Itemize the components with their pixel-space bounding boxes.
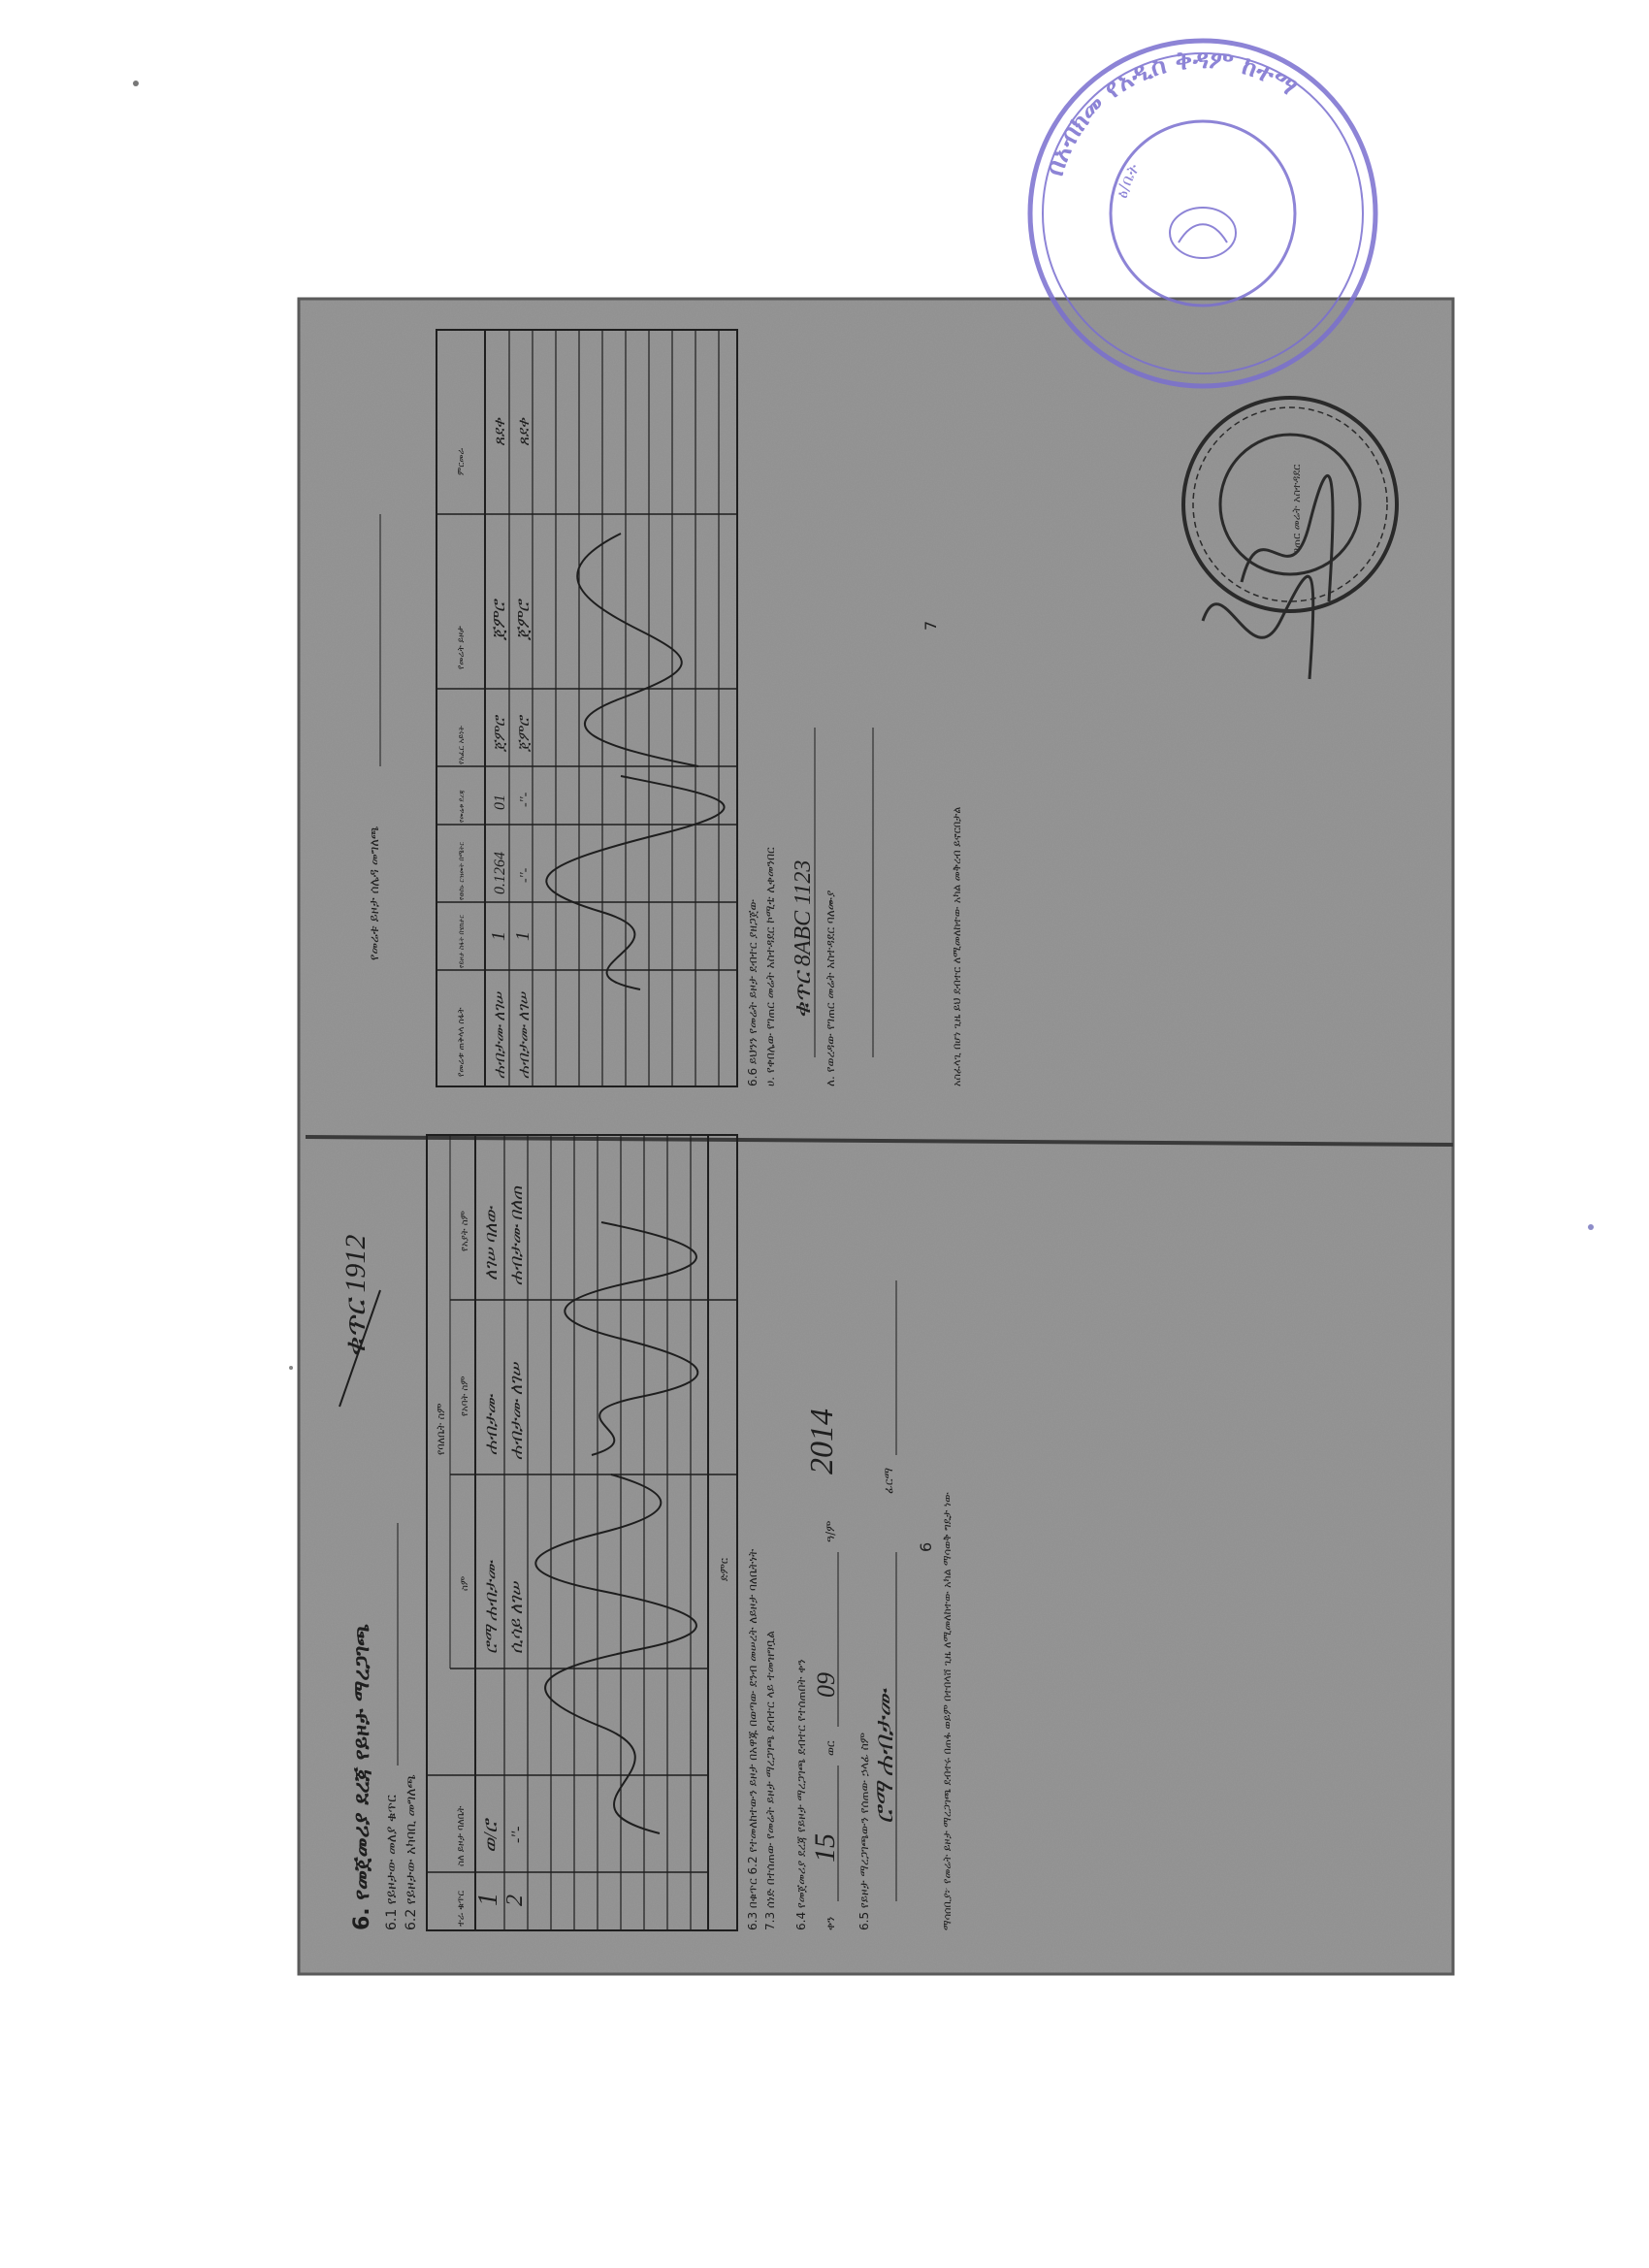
date-year: 2014 xyxy=(804,1409,840,1474)
section-heading: 6. የመጀመሪያ ደረጃ የይዞታ ማረጋገጫ xyxy=(350,1624,374,1930)
rt-col-1: የመሬቱ ጠቅላላ ስፋት xyxy=(457,1007,467,1077)
lt-row2-holder: -''- xyxy=(509,1826,526,1843)
note-7-3: 7.3 ሰነድ በተሰጠው የመሬት ይዞታ ማረጋገጫ ደብተር ላይ ተመዝግቧል xyxy=(763,1631,777,1930)
lt-row1-holder: ወ/ሮ xyxy=(480,1820,501,1853)
rt-row1-c2: 1 xyxy=(488,931,509,941)
note-6-3: 6.3 በቁጥር 6.2 የተመለከተውን ይዞታ በአዋጁ በወጣው ደንብ መሠረት ለይዞታ ባለቤትነት xyxy=(746,1548,760,1930)
rt-row2-c2: 1 xyxy=(512,931,534,941)
lt-row1-no: 1 xyxy=(473,1893,503,1906)
lt-row2-no: 2 xyxy=(502,1895,528,1906)
note-6-6: 6.6 ይህንን የመሬት ይዞታ ደብተር ያዘጋጀው xyxy=(746,898,760,1086)
rt-row1-c4: 01 xyxy=(492,794,508,810)
rt-row1-c7: ጸደቀ xyxy=(492,418,508,446)
purple-stamp-text: በአብክመ የአዲስ ቅዳም ከተማ xyxy=(1040,45,1303,179)
rt-row2-c1: ሐብታሙ ለገሠ xyxy=(516,992,533,1079)
lt-row2-grandfather: ሐብታሙ በለጠ xyxy=(506,1185,526,1285)
rt-col-5: የአፈር አይነት xyxy=(457,726,466,764)
rt-col-7: ምርመራ xyxy=(457,448,467,475)
scan-speck xyxy=(133,81,139,86)
scan-speck xyxy=(289,1366,293,1370)
rt-row1-c5: ጀምሮ xyxy=(492,716,508,752)
page-number-left: 6 xyxy=(917,1541,935,1552)
date-month: 09 xyxy=(812,1672,840,1698)
rt-row2-c5: ጀምሮ xyxy=(516,716,533,752)
rt-col-2: የይዞታ ስፋት በሄክታር xyxy=(458,914,466,968)
rt-col-6: የመሬት ይዞታ xyxy=(457,626,467,669)
rt-row2-c4: -''- xyxy=(518,792,533,807)
rt-row1-c3: 0.1264 xyxy=(492,852,508,894)
signature-label: ፊርማ xyxy=(882,1467,895,1494)
field-6-1: 6.1 የይዞታው መለያ ቁጥር xyxy=(384,1795,400,1930)
date-year-label: ዓ/ም xyxy=(824,1520,837,1542)
date-day-label: ቀን xyxy=(824,1916,837,1930)
heading-note: ቁጥር 1912 xyxy=(340,1234,372,1358)
signature-text: ሮማ ሐብታሙ xyxy=(870,1689,898,1824)
rt-col-3: የወሰኑ ርዝመት በሜትር xyxy=(458,841,466,900)
note-6-6-a: ሀ. የቀበሌው የገጠር መሬት አስተዳደር ኮሚቴ ሊቀመንበር xyxy=(763,847,777,1086)
rt-row2-c7: ጸደቀ xyxy=(516,418,533,446)
lt-row1-name: ሮማ ሐብታሙ xyxy=(481,1561,501,1654)
lt-group-header: የባለቤት ስም xyxy=(435,1403,447,1455)
dark-stamp-text: ገጠር መሬት አስተዳደር xyxy=(1290,464,1303,553)
field-6-2: 6.2 የይዞታው አካባቢ መግለጫ xyxy=(404,1774,419,1930)
lt-col-holder: ስለ ይዞታ ባለቤት xyxy=(456,1805,467,1866)
purple-stamp-inner: ፅ/ቤት xyxy=(1112,160,1144,200)
rt-row2-c6: ጀምሮ xyxy=(513,600,533,640)
lt-row1-grandfather: ለገሠ ባለው xyxy=(481,1206,501,1280)
lt-col-father: የአባት ስም xyxy=(460,1376,470,1416)
lt-total-label: ድምር xyxy=(718,1558,730,1581)
right-table-title: የመሬቱ ይዞታ ሰሌዳ መግለጫ xyxy=(368,826,382,960)
lt-col-no: ተራ ቁጥር xyxy=(456,1890,467,1927)
lt-row2-name: ሲሳይ ለገሠ xyxy=(506,1582,526,1654)
date-day: 15 xyxy=(809,1833,841,1863)
bottom-note-left: ማሳሰቢያ፦ የመሬት ይዞታ ማረጋገጫ ደብተሩ በጠፋ ወይም በተበላሸ ጊዜ ለሚመለከተው አካል ማሳወቅ ግዴታ ነው xyxy=(941,1492,954,1930)
page-number-right: 7 xyxy=(922,620,940,631)
date-month-label: ወር xyxy=(824,1740,837,1756)
note-6-4: 6.4 የመጀመሪያ ደረጃ የይዞታ ማረጋገጫ ደብተር የተሰጠበት ቀን xyxy=(794,1659,808,1930)
right-sign-code: ቁጥር 8ABC 1123 xyxy=(791,859,816,1019)
lt-row1-father: ሐብታሙ xyxy=(481,1394,501,1455)
rt-col-4: የመሬቱ ደረጃ xyxy=(458,790,466,823)
scan-speck xyxy=(1588,1224,1594,1230)
note-6-6-b: ለ. የወረዳው የገጠር መሬት አስተዳደር ባለሙያ xyxy=(824,890,837,1086)
lt-col-name: ስም xyxy=(460,1575,470,1591)
rt-row1-c6: ጀምሮ xyxy=(489,600,508,640)
rt-row2-c3: -''- xyxy=(518,867,533,883)
official-label: 6.5 የይዞታ ማረጋገጫውን የሰጠው ኃላፊ ስም xyxy=(857,1732,871,1930)
lt-col-grandfather: የአያት ስም xyxy=(460,1211,470,1251)
lt-row2-father: ሐብታሙ ለገሠ xyxy=(506,1362,526,1460)
bottom-note-right: አስፈላጊ በሆነ ጊዜ ይህ ደብተር ለሚመለከተው አካል መቅረብ ይኖርበታል xyxy=(951,806,963,1086)
rt-row1-c1: ሐብታሙ ለገሠ xyxy=(492,992,508,1079)
